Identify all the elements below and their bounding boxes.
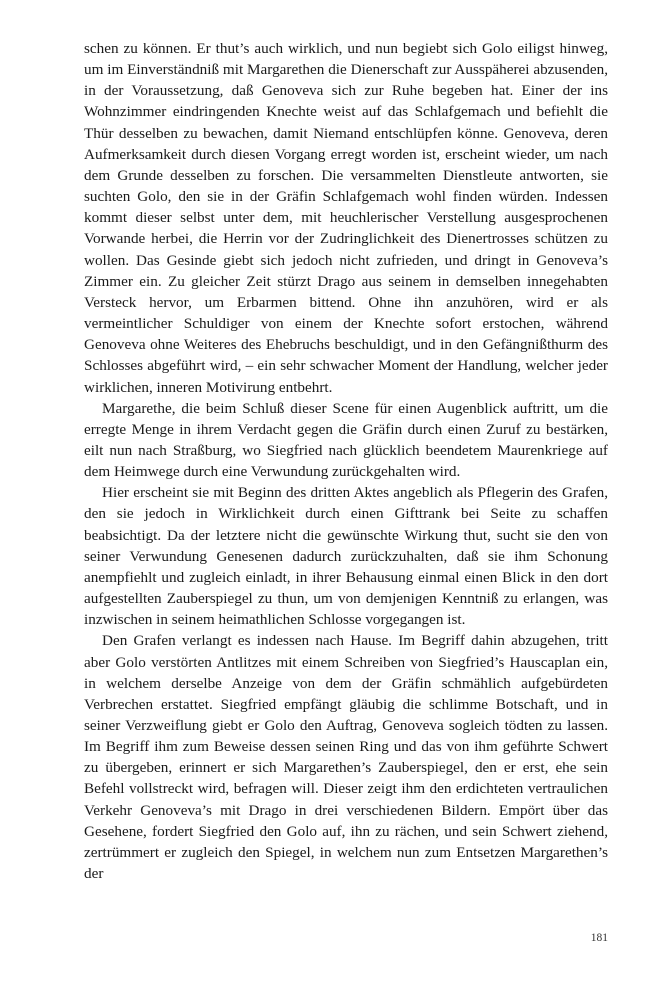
paragraph-4: Den Grafen verlangt es indessen nach Hause. Im Begriff dahin abzugehen, tritt aber Golo verstörten Antlitzes mit einem Schreiben von Siegfried’s Hauscaplan ein, in welchem derselbe Anzeige von dem der Gräfin schmählich aufgebürdeten Verbrechen erstattet. Siegfried empfängt gläubig die schlimme Botschaft, und in seiner Verzweiflung giebt er Golo den Auftrag, Genoveva sogleich tödten zu lassen. Im Begriff ihm zum Beweise dessen seinen Ring und das von ihm geführte Schwert zu übergeben, erinnert er sich Margarethen’s Zauberspiegel, den er erst, ehe sein Befehl vollstreckt wird, befragen will. Dieser zeigt ihm den erdichteten vertraulichen Verkehr Genoveva’s mit Drago in drei verschiedenen Bildern. Empört über das Gesehene, fordert Siegfried den Golo auf, ihn zu rächen, und sein Schwert ziehend, zertrümmert er zugleich den Spiegel, in welchem nun zum Entsetzen Margarethen’s der xyxy=(84,632,608,883)
paragraph-2: Margarethe, die beim Schluß dieser Scene für einen Augenblick auftritt, um die erregte Menge in ihrem Verdacht gegen die Gräfin durch einen Zuruf zu bestärken, eilt nun nach Straßburg, wo Siegfried nach glücklich beendetem Maurenkriege auf dem Heimwege durch eine Verwundung zurückgehalten wird. xyxy=(84,399,608,481)
paragraph-3: Hier erscheint sie mit Beginn des dritten Aktes angeblich als Pflegerin des Grafen, den sie jedoch in Wirklichkeit durch einen Gifttrank bei Seite zu schaffen beabsichtigt. Da der letztere nicht die gewünschte Wirkung thut, sucht sie den von seiner Verwundung Genesenen dadurch zurückzuhalten, daß sie ihm Schonung anempfiehlt und zugleich einladt, in ihrer Behausung einmal einen Blick in den dort aufgestellten Zauberspiegel zu thun, um von demjenigen Kenntniß zu erlangen, was inzwischen in seinem heimathlichen Schlosse vorgegangen ist. xyxy=(84,484,608,629)
page-body xyxy=(84,38,608,884)
page-number: 181 xyxy=(590,932,608,944)
paragraph-1: schen zu können. Er thut’s auch wirklich, und nun begiebt sich Golo eiligst hinweg, um im Einverständniß mit Margarethen die Dienerschaft zur Ausspäherei abzusenden, in der Voraussetzung, daß Genoveva sich zur Ruhe begeben hat. Einer der ins Wohnzimmer eindringenden Knechte weist auf das Schlafgemach und befiehlt die Thür desselben zu bewachen, damit Niemand entschlüpfen könne. Genoveva, deren Aufmerksamkeit durch diesen Vorgang erregt worden ist, erscheint wieder, um nach dem Grunde desselben zu forschen. Die versammelten Dienstleute antworten, sie suchten Golo, den sie in der Gräfin Schlafgemach wohl finden würden. Indessen kommt dieser selbst unter dem, mit heuchlerischer Verstellung ausgesprochenen Vorwande herbei, die Herrin vor der Zudringlichkeit des Dienertrosses schützen zu wollen. Das Gesinde giebt sich jedoch nicht zufrieden, und dringt in Genoveva’s Zimmer ein. Zu gleicher Zeit stürzt Drago aus seinem in demselben innegehabten Versteck hervor, um Erbarmen bittend. Ohne ihn anzuhören, wird er als vermeintlicher Schuldiger von einem der Knechte sofort erstochen, während Genoveva ohne Weiteres des Ehebruchs beschuldigt, und in den Gefängnißthurm des Schlosses abgeführt wird, – ein sehr schwacher Moment der Handlung, welcher jeder wirklichen, inneren Motivirung entbehrt. xyxy=(84,40,608,396)
